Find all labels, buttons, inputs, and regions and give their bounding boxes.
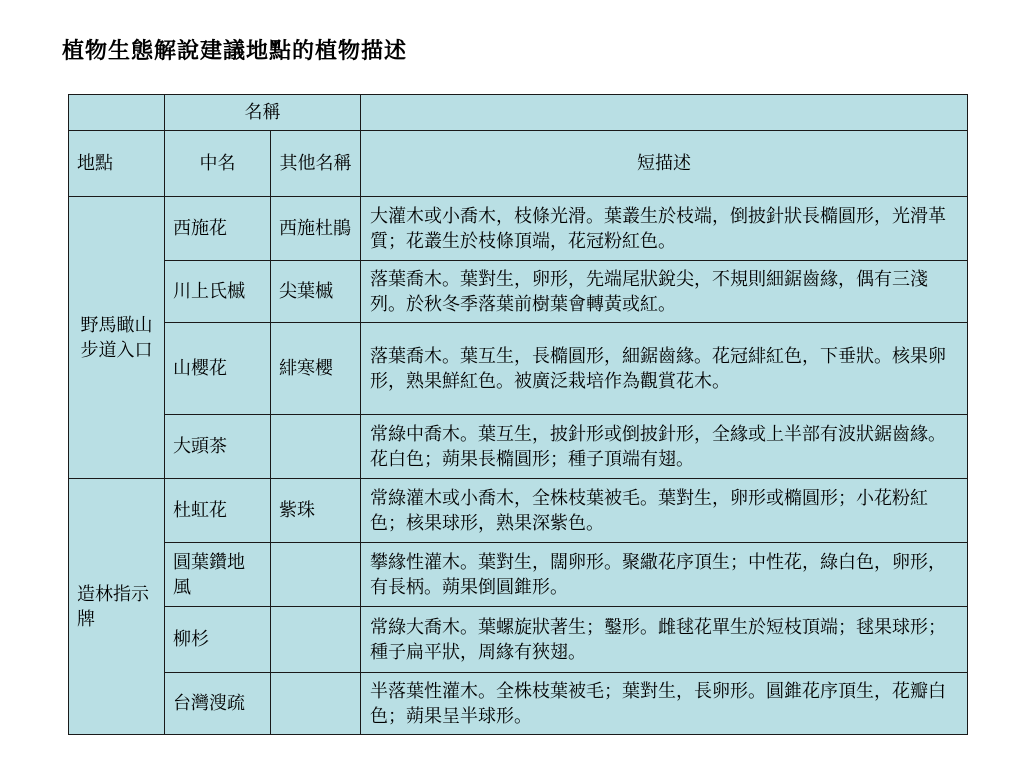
plant-description: 半落葉性灌木。全株枝葉被毛；葉對生，長卵形。圓錐花序頂生，花瓣白色；蒴果呈半球形。 [361,673,968,735]
plant-other-name: 紫珠 [271,479,361,543]
table-row [69,543,968,607]
plant-name: 圓葉鑽地風 [165,543,271,607]
header-name-group: 名稱 [165,95,361,131]
plant-other-name [271,543,361,607]
plant-other-name [271,673,361,735]
plant-other-name [271,607,361,673]
plant-description: 攀緣性灌木。葉對生，闊卵形。聚繖花序頂生；中性花，綠白色，卵形，有長柄。蒴果倒圓錐形。 [361,543,968,607]
plant-other-name: 緋寒櫻 [271,323,361,415]
plant-description: 落葉喬木。葉互生，長橢圓形，細鋸齒緣。花冠緋紅色，下垂狀。核果卵形，熟果鮮紅色。被廣泛栽培作為觀賞花木。 [361,323,968,415]
plant-other-name: 尖葉槭 [271,261,361,323]
plant-description: 落葉喬木。葉對生，卵形，先端尾狀銳尖，不規則細鋸齒緣，偶有三淺列。於秋冬季落葉前樹葉會轉黃或紅。 [361,261,968,323]
header-row-1 [69,95,968,131]
location-cell: 造林指示牌 [69,479,165,735]
location-cell: 野馬瞰山步道入口 [69,197,165,479]
table-row [69,673,968,735]
table-row [69,323,968,415]
plant-other-name: 西施杜鵑 [271,197,361,261]
header-other-name: 其他名稱 [271,131,361,197]
header-empty-cell [69,95,165,131]
plant-description: 常綠灌木或小喬木，全株枝葉被毛。葉對生，卵形或橢圓形；小花粉紅色；核果球形，熟果深紫色。 [361,479,968,543]
plant-description: 常綠大喬木。葉螺旋狀著生；鑿形。雌毬花單生於短枝頂端；毬果球形；種子扁平狀，周緣有狹翅。 [361,607,968,673]
plant-name: 台灣溲疏 [165,673,271,735]
table-row [69,261,968,323]
header-row-2 [69,131,968,197]
plant-name: 杜虹花 [165,479,271,543]
plant-name: 大頭茶 [165,415,271,479]
table-row [69,607,968,673]
page-title: 植物生態解說建議地點的植物描述 [62,39,408,64]
plant-name: 西施花 [165,197,271,261]
header-short-desc: 短描述 [361,131,968,197]
plant-description: 常綠中喬木。葉互生，披針形或倒披針形，全緣或上半部有波狀鋸齒緣。花白色；蒴果長橢圓形；種子頂端有翅。 [361,415,968,479]
plant-name: 山櫻花 [165,323,271,415]
plant-other-name [271,415,361,479]
plant-name: 柳杉 [165,607,271,673]
header-location: 地點 [69,131,165,197]
plant-description: 大灌木或小喬木，枝條光滑。葉叢生於枝端，倒披針狀長橢圓形，光滑革質；花叢生於枝條頂端，花冠粉紅色。 [361,197,968,261]
header-chinese-name: 中名 [165,131,271,197]
table-row [69,479,968,543]
header-empty-cell [361,95,968,131]
plant-name: 川上氏槭 [165,261,271,323]
table-row [69,415,968,479]
plant-description-table [68,94,968,735]
table-row [69,197,968,261]
